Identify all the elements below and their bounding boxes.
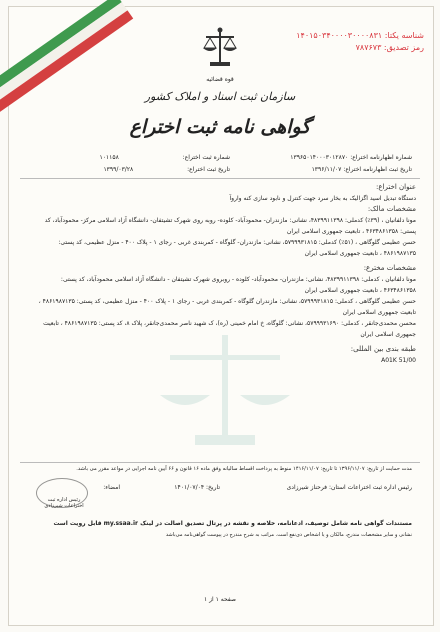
invention-title: دستگاه تبدیل اسید اگزالیک به بخار سرد جهت کنترل و نابود سازی کنه واروآ [229, 195, 416, 202]
inventor-3: محسن محمدی‌جانقر ، کدملی: ۵۷۹۹۹۳۱۶۹۰، نشانی: گلوگاه، خ امام خمینی (ره)، ک شهید ناصر محمدی‌جانقر، پلاک ۸، کد پستی: ۴۸۶۱۹۸۷۱۳۵ ، تابعیت جمهوری اسلامی ایران [43, 320, 416, 338]
unique-id: شناسه یکتا: ۱۴۰۱۵۰۳۴۰۰۰۰۳۰۰۰۰۸۳۱ [296, 31, 424, 40]
declaration-number: شماره اظهارنامه اختراع: ۱۳۹۶۵۰۱۴۰۰۰۳۰۱۲۸۷۰ [290, 154, 412, 161]
owners-label: مشخصات مالک: [367, 205, 416, 213]
invention-title-label: عنوان اختراع: [376, 183, 416, 191]
issue-date: تاریخ: ۱۴۰۱/۰۷/۰۴ [174, 484, 220, 491]
judiciary-emblem-icon [200, 26, 240, 72]
province-head: رئیس اداره ثبت اختراعات استان: فرحناز شیرزادی [286, 484, 412, 491]
owner-2: حسن عظیمی گلوگاهی ، (۵۱٪) کدملی: ۵۷۹۹۹۳۱۸۱۵، نشانی: مازندران- گلوگاه - کمربندی غربی - رجای ۱ - پلاک ۴۰۰ - منزل عظیمی، کد پستی: ۴۸۶۱۹۸۷۱۳۵ ، تابعیت جمهوری اسلامی ایران [58, 239, 416, 257]
seal-text: رئیس اداره ثبت اختراعات شیرزادی [44, 497, 84, 509]
inventors-label: مشخصات مخترع: [363, 264, 416, 272]
certificate-title: گواهی نامه ثبت اختراع [129, 116, 311, 138]
inventor-2: حسن عظیمی گلوگاهی ، کدملی: ۵۷۹۹۹۳۱۸۱۵، نشانی: مازندران گلوگاه - کمربندی غربی - رجای ۱ - پلاک ۴۰۰ - منزل عظیمی، کد پستی: ۴۸۶۱۹۸۷۱۳۵ ، تابعیت جمهوری اسلامی ایران [38, 298, 416, 316]
verify-code: رمز تصدیق: ۷۸۷۶۷۳ [355, 43, 424, 52]
verification-note: مستندات گواهی نامه شامل توصیف، ادعانامه، خلاصه و نقشه در پرتال تصدیق اصالت در لینک my.ssaa.ir قابل رویت است [53, 520, 412, 527]
registration-date: تاریخ ثبت اختراع: ۱۳۹۹/۰۳/۲۸ [103, 166, 230, 173]
declaration-date: تاریخ ثبت اظهارنامه اختراع: ۱۳۹۶/۱۱/۰۷ [311, 166, 412, 173]
serial-block [296, 30, 424, 54]
organization-name: سازمان ثبت اسناد و املاک کشور [144, 90, 296, 103]
emblem-caption: قوه قضائیه [206, 76, 234, 83]
validity-text: مدت حمایت از تاریخ: ۱۳۹۶/۱۱/۰۷ تا تاریخ: ۱۴۱۶/۱۱/۰۷ منوط به پرداخت اقساط سالیانه وفق ماده ۱۶ قانون و ۶۶ آیین نامه اجرایی در مواعد مقرر می باشد. [76, 466, 412, 472]
footer-divider [20, 462, 420, 463]
owner-1: مونا دلفانیان ، (۳۹٪) کدملی: ۴۸۳۹۹۱۱۳۹۸، نشانی: مازندران- محمودآباد- کلوده- روبه روی شهرک تشیتفان- دانشگاه آزاد اسلامی مرکز- محمودآباد، کد پستی: ۴۶۳۴۸۶۱۳۵۸ ، تابعیت جمهوری اسلامی ایران [44, 217, 416, 235]
certificate-body [28, 182, 416, 366]
divider [20, 178, 420, 179]
signature-label: امضاء: [103, 484, 120, 491]
page-number: صفحه ۱ از ۱ [204, 596, 236, 603]
classification-code: A01K 51/00 [381, 357, 416, 364]
registration-number: شماره ثبت اختراع: ۱۰۱۱۵۸ [99, 154, 230, 161]
classification-label: طبقه بندی بین المللی: [350, 345, 416, 353]
inventor-1: مونا دلفانیان ، کدملی: ۴۸۳۹۹۱۱۳۹۸، نشانی: مازندران- محمودآباد- کلوده - روبروی شهرک تشیتفان - دانشگاه آزاد اسلامی محمودآباد، کد پستی: ۴۶۳۴۸۶۱۳۵۸ ، تابعیت جمهوری اسلامی ایران [60, 276, 416, 294]
verification-note-2: نشانی و سایر مشخصات مندرج، مالکان و یا اشخاص ذی‌نفع است. مراتب به شرح مندرج در پیوست گواهی‌نامه می‌باشد [165, 532, 412, 538]
